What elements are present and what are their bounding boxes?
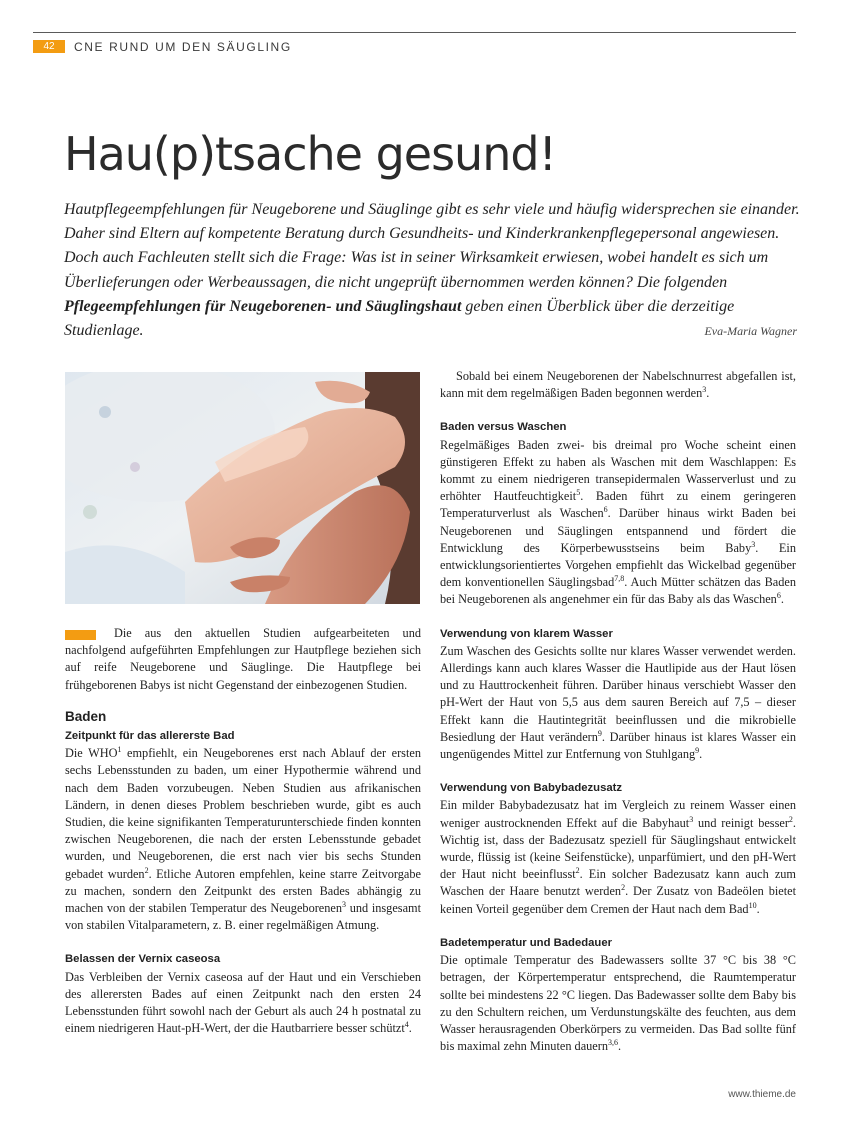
subheading-temperature: Badetemperatur und Badedauer (440, 936, 613, 949)
subheading-vernix: Belassen der Vernix caseosa (65, 953, 221, 966)
paragraph-bath-additive: Ein milder Babybadezusatz hat im Vergleich zu reinem Wasser einen weniger austrocknenden Effekt auf die Babyhaut$^3$ und reinigt besser$^2$. Wichtig ist, dass der Badezusatz speziell für Säuglingshaut entwickelt wurde, flüssig ist (keine Seifenstücke), unparfümiert, und den pH-Wert der Haut nicht beeinflusst$^2$. Ein solcher Badezusatz kann auch zum Waschen der Haare benutzt werden$^2$. Der Zusatz von Badeölen bietet keinen Vorteil gegenüber dem Cremen der Haut nach dem Bad$^{10}$. (440, 798, 797, 916)
article-intro: Hautpflegeempfehlungen für Neugeborene und Säuglinge gibt es sehr viele und häufig widersprechen sie einander. Daher sind Eltern auf kompetente Beratung durch Gesundheits- und Kinderkrankenpflegepersonal angewiesen. Doch auch Fachleuten stellt sich die Frage: Was ist in seiner Wirksamkeit erwiesen, wobei handelt es sich um Überlieferungen oder Werbeaussagen, die nicht ungeprüft übernommen werden können? Die folgenden Pflegeempfehlungen für Neugeborenen- und Säuglingshaut geben einen Überblick über die derzeitige Studienlage. (64, 201, 800, 340)
subheading-bath-vs-wash: Baden versus Waschen (440, 421, 567, 434)
subheading-bath-additive: Verwendung von Babybadezusatz (440, 782, 623, 795)
article-photo (65, 372, 420, 604)
subheading-clear-water: Verwendung von klarem Wasser (440, 627, 613, 640)
paragraph-first-bath: Die WHO$^1$ empfiehlt, ein Neugeborenes erst nach Ablauf der ersten sechs Lebensstunden zu baden, um einer Hypothermie während und nach dem Baden vorzubeugen. Neben Studien aus afrikanischen Ländern, in denen dieses Problem beschrieben wurde, gibt es auch Studien, die keine signifikanten Temperaturunterschiede finden konnten zwischen Neugeborenen, die nach der ersten Lebensstunde gebadet wurden, und Neugeborenen, die erst nach vier bis sechs Stunden gebadet wurden$^2$. Etliche Autoren empfehlen, keine starre Zeitvorgabe zu machen, sondern den Zeitpunkt des ersten Bades abhängig zu machen von der stabilen Temperatur des Neugeborenen$^3$ und insgesamt von stabilen Vitalparametern, z. B. einer regelmäßigen Atmung. (65, 745, 422, 933)
paragraph-bath-vs-wash: Regelmäßiges Baden zwei- bis dreimal pro Woche scheint einen günstigeren Effekt zu haben als Waschen mit dem Waschlappen: Es kommt zu einem niedrigeren transepidermalen Wasserverlust und zu erhöhter Hautfeuchtigkeit$^5$. Baden führt zu einem geringeren Temperaturverlust als Waschen$^6$. Darüber hinaus wirkt Baden bei Neugeborenen und Säuglingen entspannend und fördert die Entwicklung des Körperbewusstseins beim Baby$^3$. Ein entwicklungsorientiertes Vorgehen empfiehlt das Wickelbad gegenüber dem konventionellen Säuglingsbad$^{7,8}$. Auch Mütter schätzen das Baden bei Neugeborenen als angenehmer ein für das Baby als das Waschen$^6$. (440, 437, 796, 607)
publisher-url: www.thieme.de (728, 1089, 796, 1100)
right-column (440, 368, 796, 1055)
photo-caption: Die aus den aktuellen Studien aufgearbeiteten und nachfolgend aufgeführten Empfehlungen zur Hautpflege beziehen sich auf reife Neugeborene und Säuglinge. Die Hautpflege bei frühgeborenen Babys ist nicht Gegenstand der einbezogenen Studien. (65, 626, 421, 692)
author-name: Eva-Maria Wagner (704, 324, 797, 338)
paragraph-temperature: Die optimale Temperatur des Badewassers sollte 37 °C bis 38 °C betragen, der Körpertemperatur entsprechend, die Raumtemperatur sollte bei mindestens 22 °C liegen. Das Badewasser sollte dem Baby bis zu den Schultern reichen, um Verdunstungskälte des feuchten, aus dem Wasser herausragenden Oberkörpers zu vermeiden. Das Bad sollte fünf bis maximal zehn Minuten dauern$^{3,6}$. (440, 953, 796, 1054)
subheading-first-bath: Zeitpunkt für das allererste Bad (65, 730, 235, 742)
article-title: Hau(p)tsache gesund! (64, 127, 556, 181)
paragraph-vernix: Das Verbleiben der Vernix caseosa auf der Haut und ein Verschieben des allerersten Bades auf einen Zeitpunkt nach den ersten 24 Lebensstunden führt sowohl nach der Geburt als auch 24 h postnatal zu einem niedrigeren Haut-pH-Wert, der die Hautbarriere besser schützt$^4$. (65, 969, 421, 1036)
section-title: CNE RUND UM DEN SÄUGLING (74, 40, 292, 54)
intro-highlight: Pflegeempfehlungen für Neugeborenen- und Säuglingshaut (64, 297, 462, 315)
left-column (65, 706, 421, 1037)
paragraph-clear-water: Zum Waschen des Gesichts sollte nur klares Wasser verwendet werden. Allerdings kann auch klares Wasser die Hautlipide aus der Haut lösen und zu Hauttrockenheit führen. Darüber hinaus verschiebt Wasser den pH-Wert der Haut von 5,5 aus dem sauren Bereich auf 7,5 – dieser Effekt kann die Hautintegrität beeinflussen und die mikrobielle Besiedlung der Haut verändern$^9$. Darüber hinaus ist klares Wasser ein ungenügendes Mittel zur Entfernung von Stuhlgang$^9$. (440, 643, 796, 762)
paragraph-navel: Sobald bei einem Neugeborenen der Nabelschnurrest abgefallen ist, kann mit dem regelmäßigen Baden begonnen werden$^3$. (440, 369, 796, 401)
page-number: 42 (33, 40, 65, 53)
header-rule (33, 32, 796, 33)
heading-baden: Baden (65, 709, 107, 724)
